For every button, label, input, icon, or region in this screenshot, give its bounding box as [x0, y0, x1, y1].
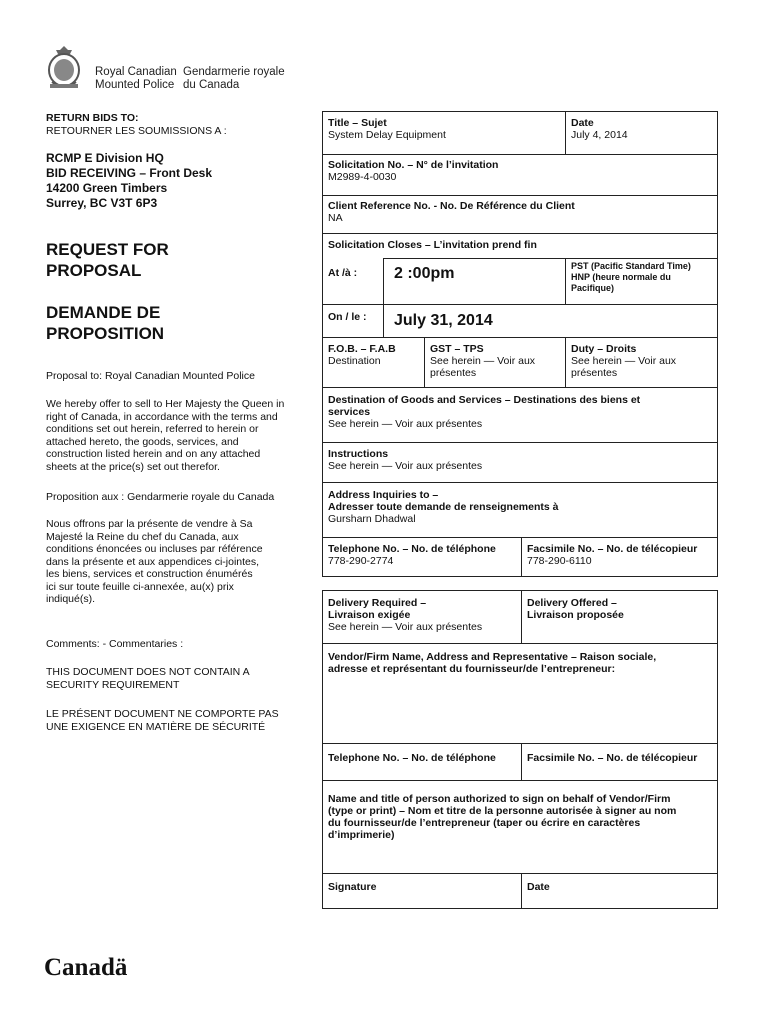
- org-en-line2: Mounted Police: [95, 79, 175, 91]
- signature-field[interactable]: Signature: [328, 881, 377, 893]
- solicitation-label: Solicitation No. – N° de l’invitation: [328, 159, 499, 171]
- offer-text-en: We hereby offer to sell to Her Majesty the Queen in right of Canada, in accordance with the terms and conditions set out herein, referred to herein or attached hereto, the goods, services, and construction listed herein and on any attached sheets at the price(s) set out therefor.: [46, 398, 285, 473]
- delivery-offered-field[interactable]: Delivery Offered – Livraison proposée: [527, 597, 624, 621]
- date-field: [566, 113, 716, 145]
- date-value: July 4, 2014: [571, 129, 628, 141]
- fob-field: F.O.B. – F.A.B Destination: [328, 343, 396, 367]
- org-en-line1: Royal Canadian: [95, 66, 177, 78]
- security-en: THIS DOCUMENT DOES NOT CONTAIN A SECURITY REQUIREMENT: [46, 666, 250, 691]
- closing-date: July 31, 2014: [394, 312, 493, 329]
- closing-time: 2 :00pm: [394, 265, 455, 282]
- security-fr: LE PRÉSENT DOCUMENT NE COMPORTE PAS UNE EXIGENCE EN MATIÈRE DE SÉCURITÉ: [46, 708, 279, 733]
- authorized-person-field[interactable]: Name and title of person authorized to sign on behalf of Vendor/Firm (type or print) – Nom et titre de la personne autorisée à signer au nom du fournisseur/de l’entrepreneur (taper ou écrire en caractères d’imprimerie): [328, 793, 677, 841]
- solicitation-value: M2989-4-0030: [328, 171, 397, 183]
- proposal-to-en: Proposal to: Royal Canadian Mounted Police: [46, 370, 255, 382]
- solicitation-field: [323, 155, 715, 187]
- proposal-to-fr: Proposition aux : Gendarmerie royale du Canada: [46, 491, 275, 503]
- client-ref-field: [323, 196, 715, 228]
- client-ref-label: Client Reference No. - No. De Référence du Client: [328, 200, 575, 212]
- rcmp-crest-icon: [44, 44, 84, 90]
- destination-field: Destination of Goods and Services – Destinations des biens et services See herein — Voir aux présentes: [328, 394, 641, 430]
- duty-field: Duty – Droits See herein — Voir aux présentes: [571, 343, 677, 379]
- delivery-required-field: Delivery Required – Livraison exigée See herein — Voir aux présentes: [328, 597, 483, 633]
- telephone-field: Telephone No. – No. de téléphone 778-290-2774: [328, 543, 496, 567]
- on-label: On / le :: [328, 311, 367, 323]
- inquiries-field: Address Inquiries to – Adresser toute demande de renseignements à Gursharn Dhadwal: [328, 489, 559, 525]
- canada-wordmark: Canadä: [44, 954, 128, 981]
- return-bids-en: RETURN BIDS TO:: [46, 112, 139, 124]
- at-label: At /à :: [328, 267, 358, 279]
- comments-label: Comments: - Commentaries :: [46, 638, 184, 650]
- title-label: Title – Sujet: [328, 117, 387, 129]
- date-label: Date: [571, 117, 594, 129]
- instructions-field: Instructions See herein — Voir aux présentes: [328, 448, 483, 472]
- vendor-fax-field[interactable]: Facsimile No. – No. de télécopieur: [527, 752, 698, 764]
- signature-date-field[interactable]: Date: [527, 881, 550, 893]
- title-field: [323, 113, 565, 145]
- client-ref-value: NA: [328, 212, 343, 224]
- bid-address: RCMP E Division HQ BID RECEIVING – Front Desk 14200 Green Timbers Surrey, BC V3T 6P3: [46, 151, 213, 210]
- title-value: System Delay Equipment: [328, 129, 446, 141]
- timezone: PST (Pacific Standard Time) HNP (heure normale du Pacifique): [571, 261, 691, 293]
- org-name: [95, 66, 285, 92]
- gst-field: GST – TPS See herein — Voir aux présentes: [430, 343, 536, 379]
- org-fr-line2: du Canada: [183, 79, 240, 91]
- fax-field: Facsimile No. – No. de télécopieur 778-290-6110: [527, 543, 698, 567]
- vendor-telephone-field[interactable]: Telephone No. – No. de téléphone: [328, 752, 496, 764]
- org-fr-line1: Gendarmerie royale: [183, 66, 285, 78]
- offer-text-fr: Nous offrons par la présente de vendre à Sa Majesté la Reine du chef du Canada, aux conditions énoncées ou incluses par référence dans la présente et aux appendices ci-jointes, les biens, services et construction énumérés ici sur toute feuille ci-annexée, au(x) prix indiqué(s).: [46, 518, 263, 605]
- closes-field: [323, 235, 715, 255]
- closes-label: Solicitation Closes – L’invitation prend fin: [328, 239, 537, 251]
- return-bids-fr: RETOURNER LES SOUMISSIONS A :: [46, 125, 227, 137]
- rfp-title-en: REQUEST FOR PROPOSAL: [46, 240, 169, 280]
- rfp-title-fr: DEMANDE DE PROPOSITION: [46, 303, 165, 343]
- vendor-field[interactable]: Vendor/Firm Name, Address and Representative – Raison sociale, adresse et représentant du fournisseur/de l’entrepreneur:: [328, 651, 657, 675]
